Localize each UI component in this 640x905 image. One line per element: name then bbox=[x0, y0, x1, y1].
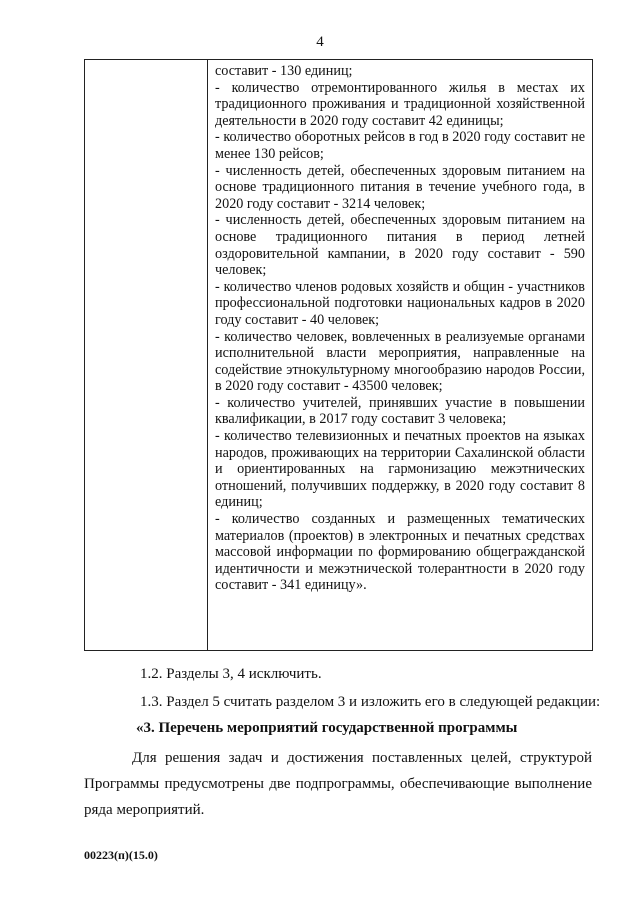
indicator-item: - количество телевизионных и печатных проектов на языках народов, проживающих на территории Сахалинской области и ориентированных на гармонизацию межэтнических отношений, получивших поддержку, в 2020 году составит 8 единиц; bbox=[215, 428, 585, 511]
indicator-item: - количество членов родовых хозяйств и общин - участников профессиональной подготовки национальных кадров в 2020 году составит - 40 человек; bbox=[215, 278, 585, 328]
table-column-divider bbox=[207, 60, 208, 650]
indicator-item: - количество оборотных рейсов в год в 2020 году составит не менее 130 рейсов; bbox=[215, 129, 585, 162]
paragraph-1-3: 1.3. Раздел 5 считать разделом 3 и изложить его в следующей редакции: bbox=[140, 694, 601, 710]
document-code: 00223(п)(15.0) bbox=[84, 848, 158, 862]
indicator-item: - численность детей, обеспеченных здоровым питанием на основе традиционного питания в течение учебного года, в 2020 году составит - 3214 человек; bbox=[215, 162, 585, 212]
page-number: 4 bbox=[316, 34, 324, 50]
indicators-table bbox=[84, 59, 593, 651]
indicator-item: - количество человек, вовлеченных в реализуемые органами исполнительной власти мероприятия, направленные на содействие этнокультурному многообразию народов России, в 2020 году составит - 43500 человек; bbox=[215, 328, 585, 395]
section-heading: «3. Перечень мероприятий государственной программы bbox=[136, 720, 518, 736]
body-paragraph: Для решения задач и достижения поставленных целей, структурой Программы предусмотрены две подпрограммы, обеспечивающие выполнение ряда мероприятий. bbox=[84, 750, 592, 818]
table-cell-indicators bbox=[215, 63, 585, 594]
indicator-item: - количество отремонтированного жилья в местах их традиционного проживания и традиционной хозяйственной деятельности в 2020 году составит 42 единицы; bbox=[215, 79, 585, 129]
indicator-item: - количество учителей, принявших участие в повышении квалификации, в 2017 году составит 3 человека; bbox=[215, 394, 585, 428]
indicator-item: - количество созданных и размещенных тематических материалов (проектов) в электронных и печатных средствах массовой информации по формированию общегражданской идентичности и межэтнической толерантности в 2020 году составит - 341 единицу». bbox=[215, 511, 585, 594]
paragraph-1-2: 1.2. Разделы 3, 4 исключить. bbox=[140, 666, 322, 682]
indicator-item: составит - 130 единиц; bbox=[215, 63, 353, 79]
indicator-item: - численность детей, обеспеченных здоровым питанием на основе традиционного питания в период летней оздоровительной кампании, в 2020 году составит - 590 человек; bbox=[215, 212, 585, 279]
